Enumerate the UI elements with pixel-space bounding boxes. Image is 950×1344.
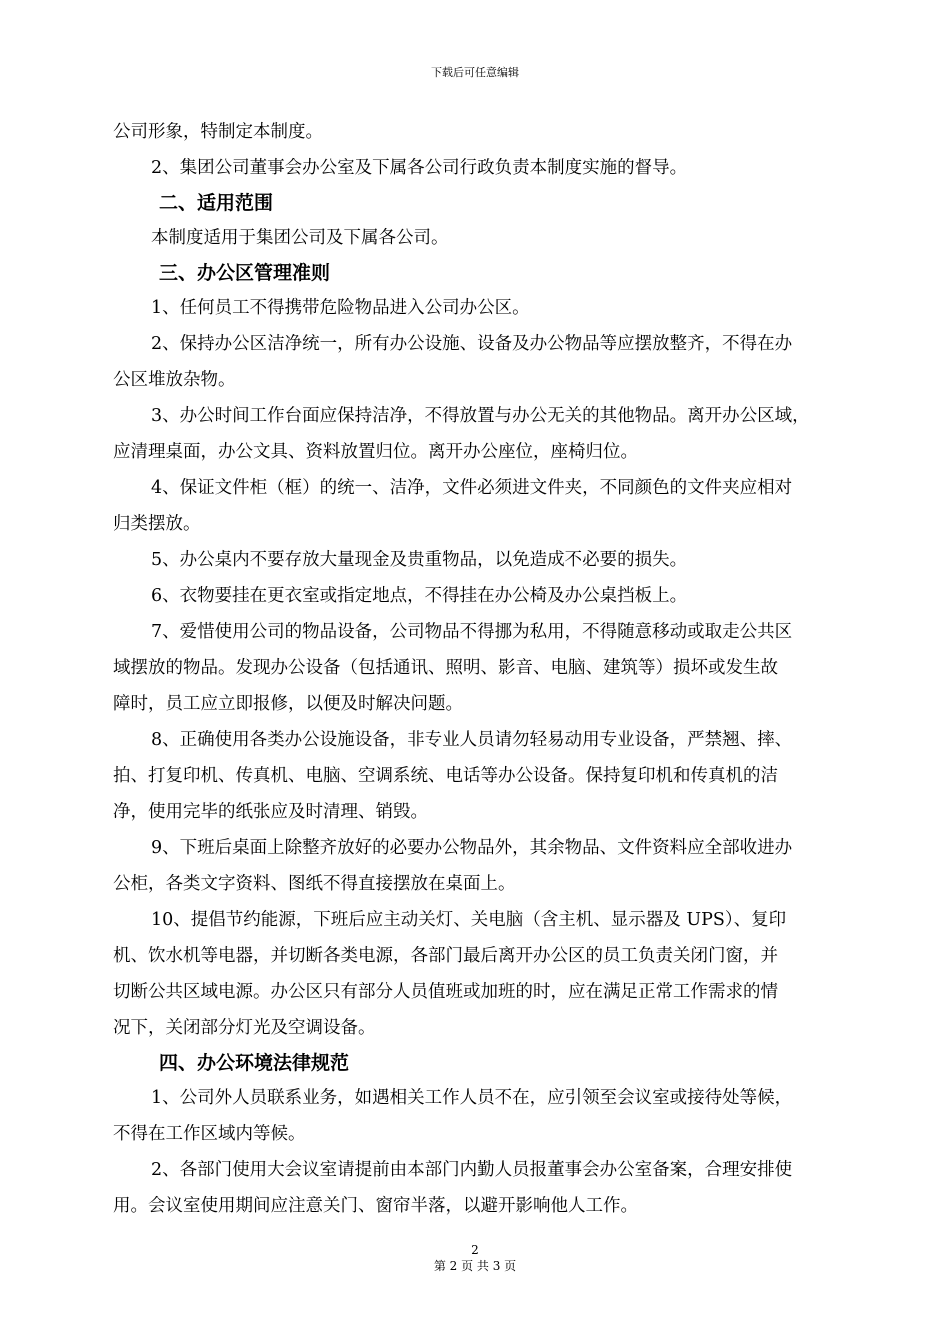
- paragraph-line: 用。会议室使用期间应注意关门、窗帘半落，以避开影响他人工作。: [113, 1196, 638, 1216]
- paragraph: [113, 1152, 873, 1224]
- paragraph-line: 本制度适用于集团公司及下属各公司。: [151, 228, 449, 248]
- paragraph-line: 不得在工作区域内等候。: [113, 1124, 306, 1144]
- paragraph: [113, 220, 873, 256]
- paragraph-line: 1、任何员工不得携带危险物品进入公司办公区。: [151, 298, 530, 318]
- paragraph-line: 10、提倡节约能源，下班后应主动关灯、关电脑（含主机、显示器及 UPS）、复印: [151, 910, 787, 930]
- paragraph-line: 净，使用完毕的纸张应及时清理、销毁。: [113, 802, 428, 822]
- paragraph: [113, 150, 873, 186]
- section-heading: 二、适用范围: [159, 192, 274, 214]
- paragraph-line: 2、集团公司董事会办公室及下属各公司行政负责本制度实施的督导。: [151, 158, 688, 178]
- paragraph-line: 9、下班后桌面上除整齐放好的必要办公物品外，其余物品、文件资料应全部收进办: [151, 838, 793, 858]
- page-footer: [0, 1242, 950, 1274]
- paragraph-line: 6、衣物要挂在更衣室或指定地点，不得挂在办公椅及办公桌挡板上。: [151, 586, 688, 606]
- paragraph: [113, 722, 873, 830]
- paragraph-line: 8、正确使用各类办公设施设备，非专业人员请勿轻易动用专业设备，严禁翘、摔、: [151, 730, 793, 750]
- paragraph-line: 4、保证文件柜（框）的统一、洁净，文件必须进文件夹，不同颜色的文件夹应相对: [151, 478, 793, 498]
- paragraph-line: 3、办公时间工作台面应保持洁净，不得放置与办公无关的其他物品。离开办公区域，: [151, 406, 810, 426]
- paragraph: [113, 398, 873, 470]
- paragraph-line: 域摆放的物品。发现办公设备（包括通讯、照明、影音、电脑、建筑等）损坏或发生故: [113, 658, 778, 678]
- paragraph-line: 归类摆放。: [113, 514, 201, 534]
- paragraph-line: 切断公共区域电源。办公区只有部分人员值班或加班的时，应在满足正常工作需求的情: [113, 982, 778, 1002]
- paragraph: [113, 1080, 873, 1152]
- paragraph: [113, 614, 873, 722]
- paragraph-line: 7、爱惜使用公司的物品设备，公司物品不得挪为私用，不得随意移动或取走公共区: [151, 622, 793, 642]
- section-heading: 四、办公环境法律规范: [159, 1052, 350, 1074]
- paragraph-line: 机、饮水机等电器，并切断各类电源，各部门最后离开办公区的员工负责关闭门窗，并: [113, 946, 778, 966]
- page-info: 第 2 页 共 3 页: [433, 1259, 517, 1273]
- section-heading: 三、办公区管理准则: [159, 262, 331, 284]
- page-header: 下载后可任意编辑: [431, 66, 519, 79]
- paragraph-line: 公区堆放杂物。: [113, 370, 236, 390]
- paragraph-line: 2、保持办公区洁净统一，所有办公设施、设备及办公物品等应摆放整齐，不得在办: [151, 334, 793, 354]
- paragraph-line: 障时，员工应立即报修，以便及时解决问题。: [113, 694, 463, 714]
- paragraph-line: 5、办公桌内不要存放大量现金及贵重物品，以免造成不必要的损失。: [151, 550, 688, 570]
- paragraph: [113, 114, 873, 150]
- paragraph-line: 公柜，各类文字资料、图纸不得直接摆放在桌面上。: [113, 874, 516, 894]
- paragraph: [113, 902, 873, 1046]
- paragraph-line: 况下，关闭部分灯光及空调设备。: [113, 1018, 376, 1038]
- paragraph-line: 应清理桌面，办公文具、资料放置归位。离开办公座位，座椅归位。: [113, 442, 638, 462]
- paragraph-line: 1、公司外人员联系业务，如遇相关工作人员不在，应引领至会议室或接待处等候，: [151, 1088, 793, 1108]
- paragraph-line: 公司形象，特制定本制度。: [113, 122, 323, 142]
- paragraph: [113, 578, 873, 614]
- page-number: 2: [471, 1243, 479, 1257]
- paragraph: [113, 326, 873, 398]
- paragraph: [113, 830, 873, 902]
- document-body: [113, 114, 873, 1224]
- paragraph-line: 拍、打复印机、传真机、电脑、空调系统、电话等办公设备。保持复印机和传真机的洁: [113, 766, 778, 786]
- paragraph: [113, 470, 873, 542]
- paragraph: [113, 290, 873, 326]
- paragraph-line: 2、各部门使用大会议室请提前由本部门内勤人员报董事会办公室备案，合理安排使: [151, 1160, 793, 1180]
- paragraph: [113, 542, 873, 578]
